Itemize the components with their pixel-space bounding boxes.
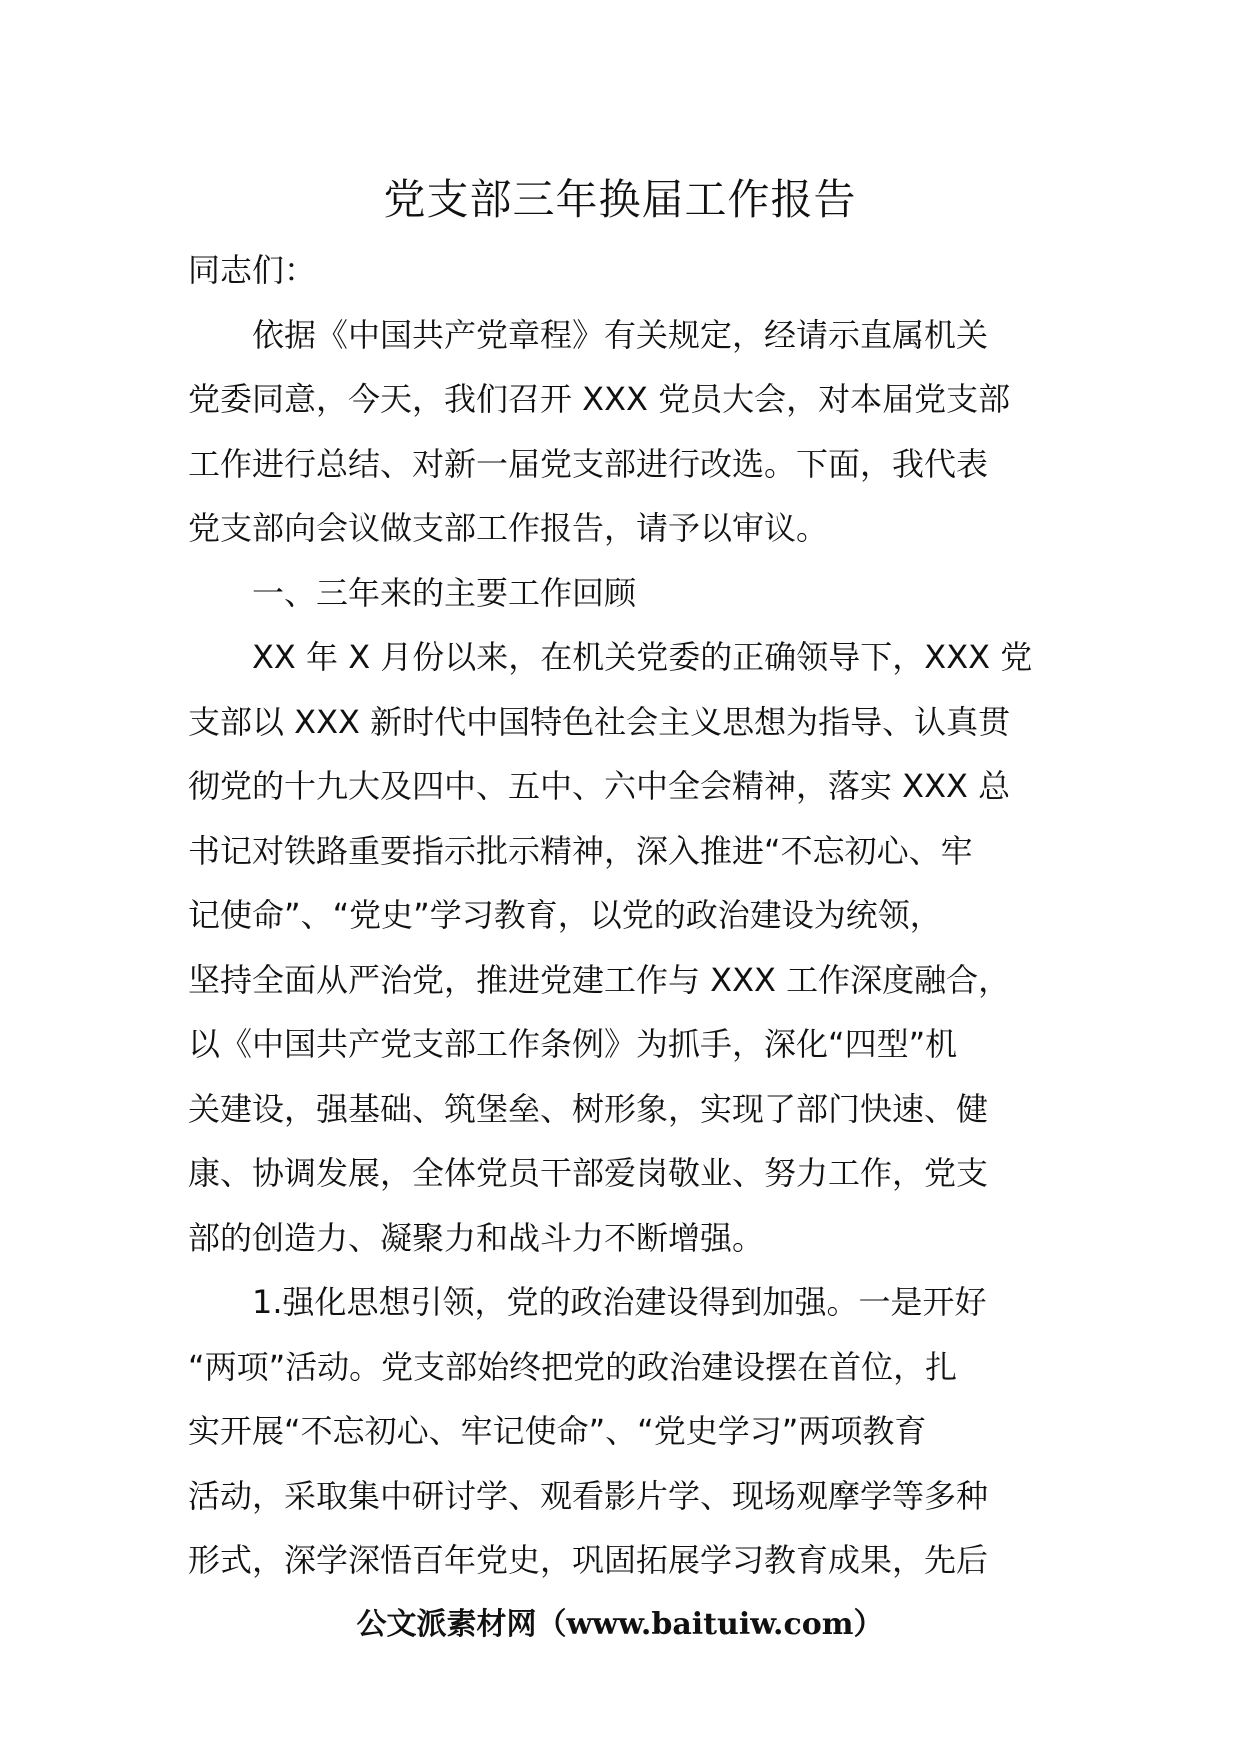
text-line: 一、三年来的主要工作回顾: [252, 573, 637, 612]
text-line: 康、协调发展，全体党员干部爱岗敬业、努力工作，党支: [188, 1154, 989, 1192]
text-line: XX 年 X 月份以来，在机关党委的正确领导下，XXX 党: [252, 638, 1033, 676]
text-line: 记使命”、“党史”学习教育，以党的政治建设为统领，: [188, 896, 942, 934]
text-line: 同志们：: [188, 251, 317, 289]
text-line: 支部以 XXX 新时代中国特色社会主义思想为指导、认真贯: [188, 702, 1011, 741]
text-line: “两项”活动。党支部始终把党的政治建设摆在首位，扎: [188, 1347, 958, 1386]
document-title: 党支部三年换届工作报告: [383, 175, 857, 224]
text-line: 以《中国共产党支部工作条例》为抓手，深化“四型”机: [188, 1025, 958, 1063]
text-line: 工作进行总结、对新一届党支部进行改选。下面，我代表: [188, 444, 989, 483]
text-line: 部的创造力、凝聚力和战斗力不断增强。: [188, 1218, 765, 1257]
text-line: 形式，深学深悟百年党史，巩固拓展学习教育成果，先后: [188, 1541, 989, 1579]
text-line: 党支部向会议做支部工作报告，请予以审议。: [188, 509, 829, 547]
text-line: 关建设，强基础、筑堡垒、树形象，实现了部门快速、健: [188, 1089, 989, 1128]
text-line: 彻党的十九大及四中、五中、六中全会精神，落实 XXX 总: [188, 767, 1011, 805]
text-line: 书记对铁路重要指示批示精神，深入推进“不忘初心、牢: [188, 831, 973, 870]
text-line: 1.强化思想引领，党的政治建设得到加强。一是开好: [252, 1283, 987, 1321]
source-footer: 公文派素材网（www.baituiw.com）: [356, 1607, 884, 1642]
text-line: 活动，采取集中研讨学、观看影片学、现场观摩学等多种: [188, 1476, 989, 1515]
text-line: 党委同意，今天，我们召开 XXX 党员大会，对本届党支部: [188, 380, 1011, 418]
text-line: 实开展“不忘初心、牢记使命”、“党史学习”两项教育: [188, 1412, 927, 1450]
text-line: 坚持全面从严治党，推进党建工作与 XXX 工作深度融合，: [188, 960, 1011, 999]
document-body: [188, 238, 1054, 1593]
text-line: 依据《中国共产党章程》有关规定，经请示直属机关: [252, 315, 989, 354]
